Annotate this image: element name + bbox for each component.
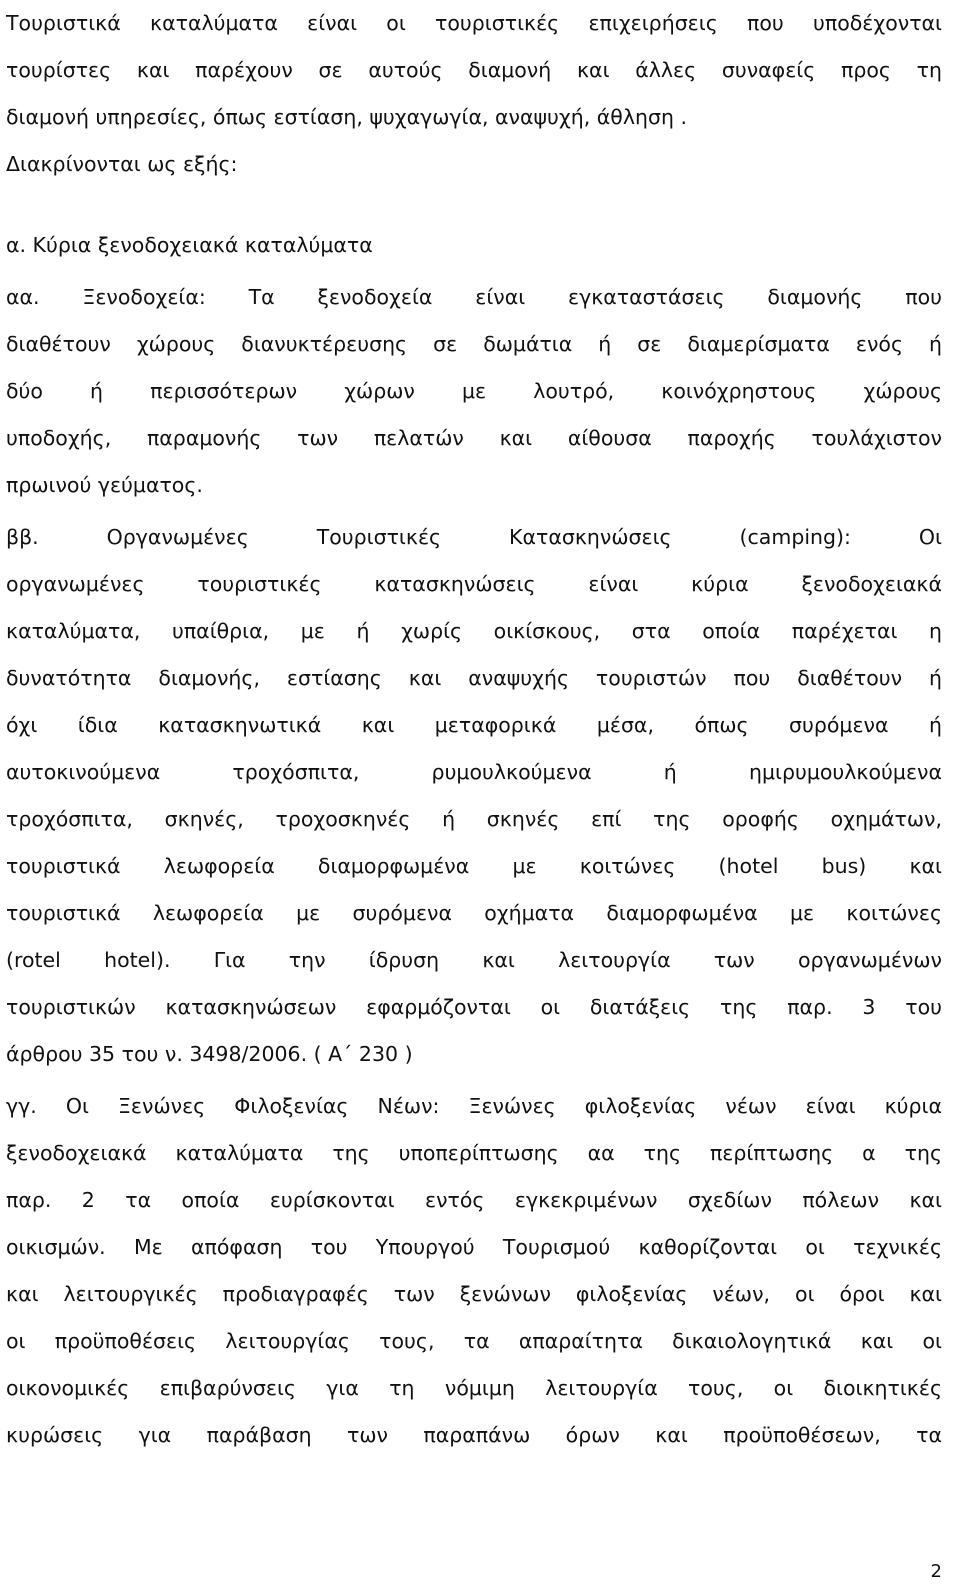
text-line: διαμονή υπηρεσίες, όπως εστίαση, ψυχαγωγία, αναψυχή, άθληση . [6, 105, 687, 129]
youth-hostels-paragraph [6, 1083, 942, 1459]
camping-paragraph [6, 514, 942, 1078]
text-line: καταλύματα, υπαίθρια, με ή χωρίς οικίσκους, στα οποία παρέχεται η [6, 619, 942, 643]
text-line: τουριστικά λεωφορεία διαμορφωμένα με κοιτώνες (hotel bus) και [6, 854, 942, 878]
text-line: τροχόσπιτα, σκηνές, τροχοσκηνές ή σκηνές επί της οροφής οχημάτων, [6, 807, 942, 831]
text-line: τουρίστες και παρέχουν σε αυτούς διαμονή και άλλες συναφείς προς τη [6, 58, 942, 82]
text-line: δυνατότητα διαμονής, εστίασης και αναψυχής τουριστών που διαθέτουν ή [6, 666, 942, 690]
section-heading: α. Κύρια ξενοδοχειακά καταλύματα [6, 233, 373, 257]
text-line: οργανωμένες τουριστικές κατασκηνώσεις είναι κύρια ξενοδοχειακά [6, 572, 942, 596]
text-line: οι προϋποθέσεις λειτουργίας τους, τα απαραίτητα δικαιολογητικά και οι [6, 1329, 942, 1353]
text-line: οικισμών. Με απόφαση του Υπουργού Τουρισμού καθορίζονται οι τεχνικές [6, 1235, 942, 1259]
document-page [6, 0, 942, 1459]
text-line: τουριστικών κατασκηνώσεων εφαρμόζονται οι διατάξεις της παρ. 3 του [6, 995, 942, 1019]
text-line: (rotel hotel). Για την ίδρυση και λειτουργία των οργανωμένων [6, 948, 942, 972]
paragraph-gap [6, 188, 942, 222]
text-line: τουριστικά λεωφορεία με συρόμενα οχήματα διαμορφωμένα με κοιτώνες [6, 901, 942, 925]
text-line: και λειτουργικές προδιαγραφές των ξενώνων φιλοξενίας νέων, οι όροι και [6, 1282, 942, 1306]
page-number: 2 [930, 1561, 942, 1582]
text-line: αα. Ξενοδοχεία: Τα ξενοδοχεία είναι εγκαταστάσεις διαμονής που [6, 285, 942, 309]
text-line: Διακρίνονται ως εξής: [6, 152, 238, 176]
text-line: Τουριστικά καταλύματα είναι οι τουριστικές επιχειρήσεις που υποδέχονται [6, 11, 942, 35]
text-line: πρωινού γεύματος. [6, 473, 203, 497]
text-line: οικονομικές επιβαρύνσεις για τη νόμιμη λειτουργία τους, οι διοικητικές [6, 1376, 942, 1400]
text-line: αυτοκινούμενα τροχόσπιτα, ρυμουλκούμενα ή ημιρυμουλκούμενα [6, 760, 942, 784]
text-line: δύο ή περισσότερων χώρων με λουτρό, κοινόχρηστους χώρους [6, 379, 942, 403]
text-line: παρ. 2 τα οποία ευρίσκονται εντός εγκεκριμένων σχεδίων πόλεων και [6, 1188, 942, 1212]
intro-paragraph [6, 0, 942, 188]
text-line: γγ. Οι Ξενώνες Φιλοξενίας Νέων: Ξενώνες φιλοξενίας νέων είναι κύρια [6, 1094, 942, 1118]
text-line: υποδοχής, παραμονής των πελατών και αίθουσα παροχής τουλάχιστον [6, 426, 942, 450]
text-line: ξενοδοχειακά καταλύματα της υποπερίπτωσης αα της περίπτωσης α της [6, 1141, 942, 1165]
text-line: διαθέτουν χώρους διανυκτέρευσης σε δωμάτια ή σε διαμερίσματα ενός ή [6, 332, 942, 356]
text-line: κυρώσεις για παράβαση των παραπάνω όρων και προϋποθέσεων, τα [6, 1423, 942, 1447]
text-line: όχι ίδια κατασκηνωτικά και μεταφορικά μέσα, όπως συρόμενα ή [6, 713, 942, 737]
hotels-paragraph [6, 274, 942, 509]
text-line: ββ. Οργανωμένες Τουριστικές Κατασκηνώσεις (camping): Οι [6, 525, 942, 549]
text-line: άρθρου 35 του ν. 3498/2006. ( Α΄ 230 ) [6, 1042, 413, 1066]
